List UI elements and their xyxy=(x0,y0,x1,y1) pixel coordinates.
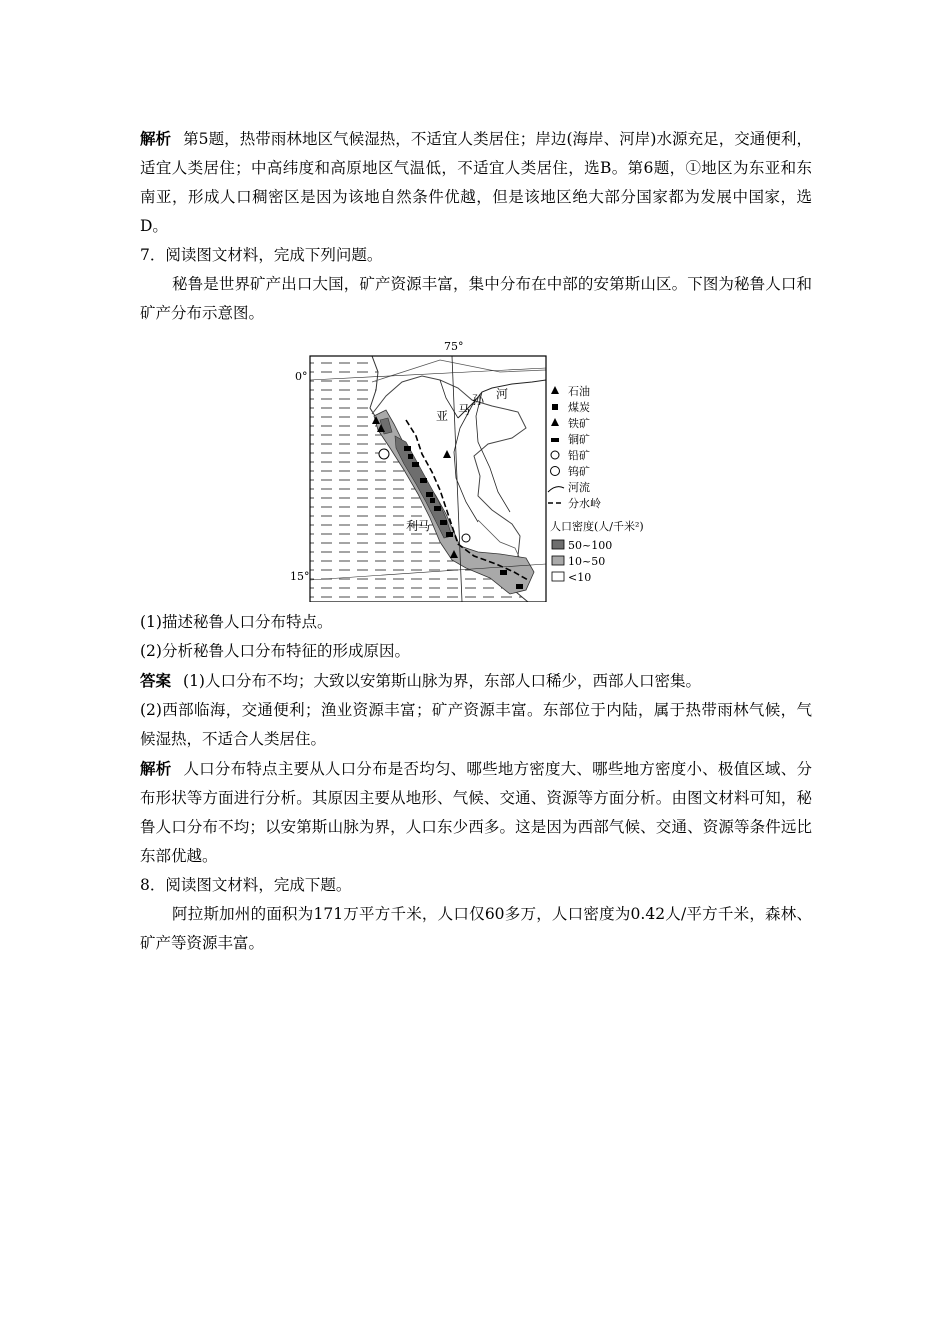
lead-symbol xyxy=(462,534,470,542)
density-swatch-high xyxy=(552,540,564,549)
answer-paragraph-1 xyxy=(140,666,812,696)
analysis-paragraph-1 xyxy=(140,124,812,241)
analysis-label: 解析 xyxy=(140,759,172,778)
copper-symbol xyxy=(434,506,441,511)
river-label-char: 亚 xyxy=(436,409,449,423)
question-7-sub-1: (1)描述秘鲁人口分布特点。 xyxy=(140,613,333,631)
copper-symbol xyxy=(426,492,433,497)
peru-map-figure xyxy=(140,332,812,602)
longitude-label: 75° xyxy=(444,340,464,353)
question-8-title: 8．阅读图文材料，完成下题。 xyxy=(140,876,352,894)
copper-symbol xyxy=(516,584,523,589)
analysis-paragraph-2 xyxy=(140,754,812,871)
copper-legend-icon xyxy=(551,438,559,442)
legend-label: 煤炭 xyxy=(568,401,590,414)
coal-symbol xyxy=(430,498,435,503)
river-label-char: 马 xyxy=(458,403,471,417)
tungsten-legend-icon xyxy=(551,467,560,476)
copper-symbol xyxy=(446,532,453,537)
analysis-text: 人口分布特点主要从人口分布是否均匀、哪些地方密度大、哪些地方密度小、极值区域、分布形状等方面进行分析。其原因主要从地形、气候、交通、资源等方面分析。由图文材料可知，秘鲁人口分布不均；以安第斯山脉为界，人口东少西多。这是因为西部气候、交通、资源等条件远比东部优越。 xyxy=(140,760,812,865)
iron-legend-icon xyxy=(551,418,559,426)
legend-label: 铅矿 xyxy=(568,449,590,462)
lead-legend-icon xyxy=(551,451,559,459)
question-7-sub-2: (2)分析秘鲁人口分布特征的形成原因。 xyxy=(140,642,410,660)
oil-legend-icon xyxy=(551,386,559,394)
copper-symbol xyxy=(500,570,507,575)
document-page xyxy=(140,124,812,958)
analysis-text: 第5题，热带雨林地区气候湿热，不适宜人类居住；岸边(海岸、河岸)水源充足，交通便利，适宜人类居住；中高纬度和高原地区气温低，不适宜人类居住，选B。第6题，①地区为东亚和东南亚，形成人口稠密区是因为该地自然条件优越，但是该地区绝大部分国家都为发展中国家，选D。 xyxy=(140,130,812,235)
latitude-top-label: 0° xyxy=(295,370,308,383)
density-legend-title: 人口密度(人/千米²) xyxy=(550,520,644,533)
answer-paragraph-2: (2)西部临海，交通便利；渔业资源丰富；矿产资源丰富。东部位于内陆，属于热带雨林气候，气候湿热，不适合人类居住。 xyxy=(140,701,812,748)
answer-text-1: (1)人口分布不均；大致以安第斯山脉为界，东部人口稀少，西部人口密集。 xyxy=(183,672,701,690)
river-label-char: 孙 xyxy=(472,393,485,407)
density-label: 10~50 xyxy=(568,555,606,568)
copper-symbol xyxy=(440,520,447,525)
river-legend-icon xyxy=(548,487,564,492)
density-swatch-medium xyxy=(552,556,564,565)
answer-label: 答案 xyxy=(140,671,172,690)
copper-symbol xyxy=(412,462,419,467)
coal-legend-icon xyxy=(552,404,558,410)
density-label: 50~100 xyxy=(568,539,613,552)
city-label-lima: 利马 xyxy=(406,519,431,533)
legend-label: 石油 xyxy=(568,385,590,398)
density-label: <10 xyxy=(568,571,592,584)
question-7-title: 7．阅读图文材料，完成下列问题。 xyxy=(140,246,383,264)
peru-map-svg xyxy=(140,332,812,602)
tungsten-symbol xyxy=(379,449,389,459)
latitude-bottom-label: 15° xyxy=(290,570,310,583)
coal-symbol xyxy=(408,454,413,459)
legend-label: 铁矿 xyxy=(568,417,590,430)
copper-symbol xyxy=(420,478,427,483)
river-label-char: 河 xyxy=(496,387,509,401)
question-8-material: 阿拉斯加州的面积为171万平方千米，人口仅60多万，人口密度为0.42人/平方千米，森林、矿产等资源丰富。 xyxy=(140,905,812,952)
map-legend xyxy=(548,384,644,584)
legend-label: 钨矿 xyxy=(568,465,590,478)
question-7-material: 秘鲁是世界矿产出口大国，矿产资源丰富，集中分布在中部的安第斯山区。下图为秘鲁人口和矿产分布示意图。 xyxy=(140,275,812,322)
legend-label: 铜矿 xyxy=(568,433,590,446)
density-swatch-low xyxy=(552,572,564,581)
copper-symbol xyxy=(404,446,411,451)
analysis-label: 解析 xyxy=(140,129,172,148)
legend-label: 分水岭 xyxy=(568,497,601,510)
legend-label: 河流 xyxy=(568,481,590,494)
